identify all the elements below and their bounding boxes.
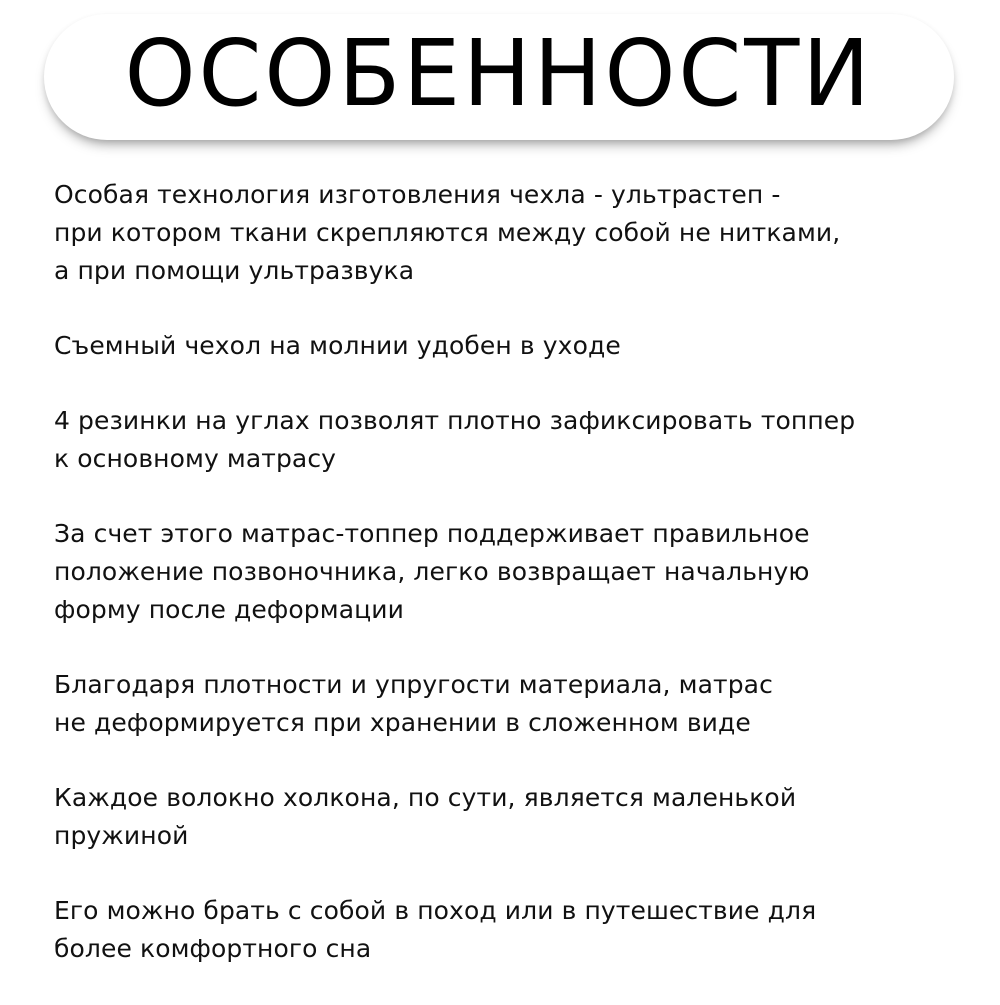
- feature-item: Особая технология изготовления чехла - ультрастеп - при котором ткани скрепляются между собой не нитками, а при помощи ультразвука: [54, 180, 841, 285]
- features-list: [54, 176, 974, 1005]
- feature-item: За счет этого матрас-топпер поддерживает правильное положение позвоночника, легко возвращает начальную форму после деформации: [54, 519, 810, 624]
- title-banner: [44, 14, 954, 140]
- feature-item: 4 резинки на углах позволят плотно зафиксировать топпер к основному матрасу: [54, 406, 856, 473]
- feature-item: Его можно брать с собой в поход или в путешествие для более комфортного сна: [54, 896, 817, 963]
- feature-item: Съемный чехол на молнии удобен в уходе: [54, 331, 621, 360]
- feature-item: Каждое волокно холкона, по сути, является маленькой пружиной: [54, 783, 797, 850]
- feature-item: Благодаря плотности и упругости материала, матрас не деформируется при хранении в сложенном виде: [54, 670, 773, 737]
- page-title: ОСОБЕННОСТИ: [124, 20, 874, 127]
